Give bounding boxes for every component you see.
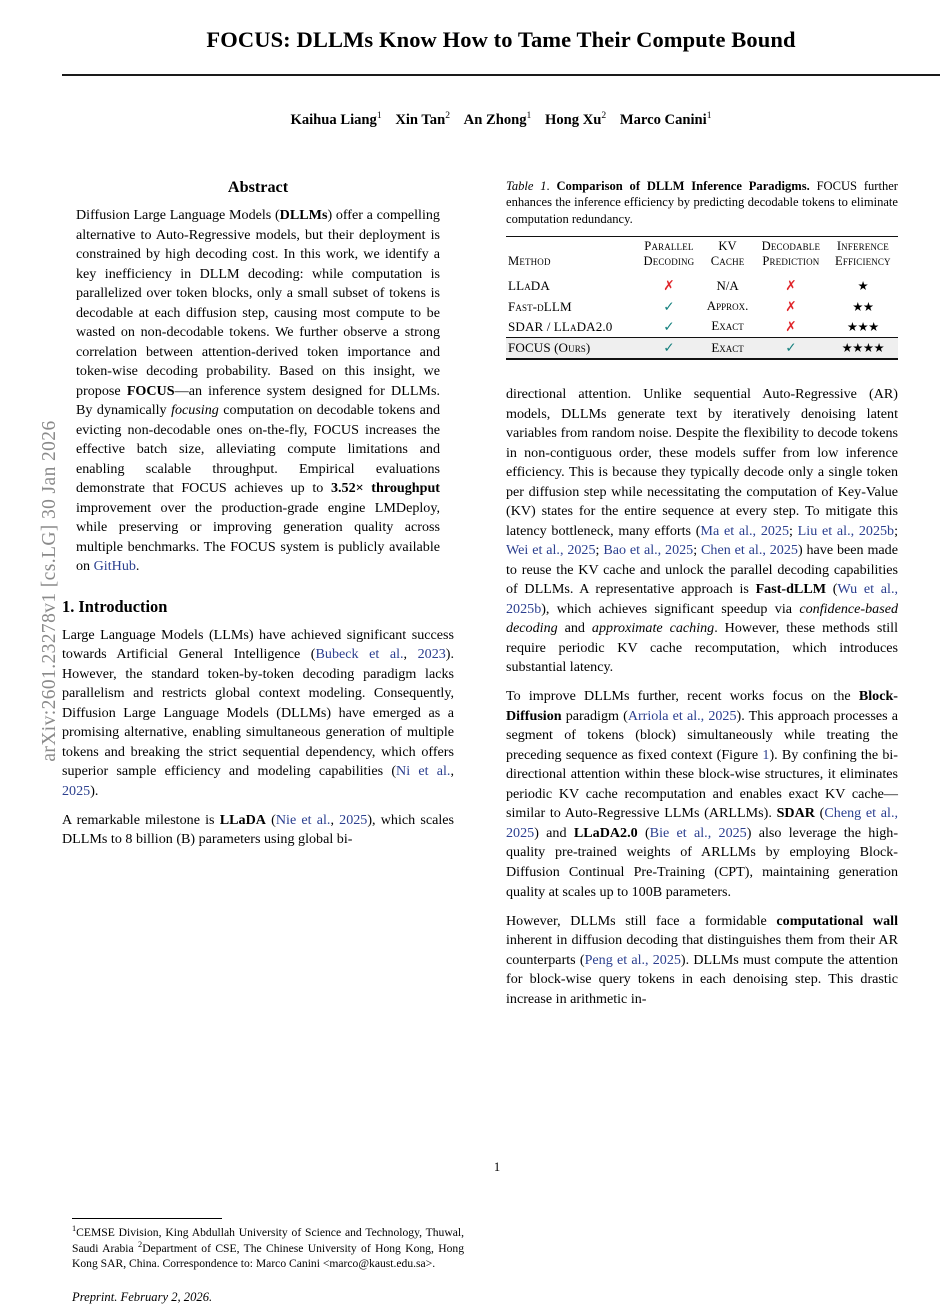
citation-cheng[interactable]: Cheng et al., 2025: [506, 805, 899, 841]
check-icon: ✓: [663, 298, 675, 315]
column-header-parallel-decoding: Parallel Decoding: [637, 236, 701, 271]
citation-bao[interactable]: Bao et al., 2025: [603, 542, 694, 559]
abstract-heading: Abstract: [227, 178, 289, 196]
citation-ni-year[interactable]: 2025: [62, 782, 91, 799]
table-caption: Table 1. Comparison of DLLM Inference Paradigms. FOCUS further enhances the inference efficiency by predicting decodable tokens to eliminate computation redundancy.: [506, 179, 898, 226]
author-name: Kaihua Liang: [290, 111, 377, 128]
footnote-marker: 1: [72, 1224, 77, 1233]
cross-icon: ✗: [785, 298, 797, 315]
title-divider: [62, 74, 940, 76]
author: [395, 112, 450, 128]
figure-reference-1[interactable]: 1: [762, 746, 770, 763]
citation-bie[interactable]: Bie et al., 2025: [649, 824, 747, 841]
author-name: Hong Xu: [545, 111, 602, 128]
table-row-highlighted: [506, 337, 898, 359]
paper-page: [52, 0, 942, 1305]
abstract-paragraph: Diffusion Large Language Models (DLLMs) offer a compelling alternative to Auto-Regressive models, but their deployment is constrained by high decoding cost. In this work, we identify a key inefficiency in DLLM decoding: while computation is parallelized over token blocks, only a small subset of tokens is decodable at each diffusion step, causing most compute to be wasted on non-decodable tokens. We further observe a strong correlation between attention-derived token importance and token-wise decoding probability. Based on this insight, we propose FOCUS—an inference system designed for DLLMs. By dynamically focusing computation on decodable tokens and evicting non-decodable ones on-the-fly, FOCUS increases the effective batch size, alleviating compute limitations and enabling scalable throughput. Empirical evaluations demonstrate that FOCUS achieves up to 3.52× throughput improvement over the production-grade engine LMDeploy, while preserving or improving generation quality across multiple benchmarks. The FOCUS system is publicly available on GitHub.: [76, 207, 440, 575]
paragraph-text: directional attention. Unlike sequential Auto-Regressive (AR) models, DLLMs generate text by iteratively denoising latent variables from random noise. Despite the flexibility to decode tokens in non-contiguous order, these models suffer from low inference efficiency. This is because they typically decode only a single token per diffusion step while necessitating the computation of Key-Value (KV) states for the entire sequence at every step. To mitigate this latency bottleneck, many efforts (: [506, 386, 898, 539]
check-icon: ✓: [663, 340, 675, 357]
right-paragraph-continuation: directional attention. Unlike sequential Auto-Regressive (AR) models, DLLMs generate text by iteratively denoising latent variables from random noise. Despite the flexibility to decode tokens in non-contiguous order, these models suffer from low inference efficiency. This is because they typically decode only a single token per diffusion step while necessitating the computation of Key-Value (KV) states for the entire sequence at every step. To mitigate this latency bottleneck, many efforts (Ma et al., 2025; Liu et al., 2025b; Wei et al., 2025; Bao et al., 2025; Chen et al., 2025) have been made to reuse the KV cache and unlock the parallel decoding capabilities of DLLMs. A representative approach is Fast-dLLM (Wu et al., 2025b), which achieves significant speedup via confidence-based decoding and approximate caching. However, these methods still require periodic KV cache recomputation, which introduces substantial latency.: [506, 386, 899, 676]
term-sdar: SDAR: [776, 805, 815, 822]
star-rating: ★★★★: [841, 340, 885, 356]
author-affiliation-marker: 2: [601, 110, 607, 122]
abstract-body: [62, 206, 454, 577]
citation-bubeck-year[interactable]: 2023: [417, 646, 446, 663]
title-block: [62, 14, 940, 129]
author: [545, 112, 606, 128]
intro-paragraph-2: A remarkable milestone is LLaDA (Nie et al., 2025), which scales DLLMs to 8 billion (B) parameters using global bi-: [62, 811, 455, 848]
arxiv-stamp-text: arXiv:2601.23278v1 [cs.LG] 30 Jan 2026: [39, 420, 60, 762]
citation-ni[interactable]: Ni et al.: [396, 763, 451, 780]
paragraph-text: ) have been made to reuse the KV cache and unlock the parallel decoding capabilities of DLLMs. A representative approach is: [506, 542, 898, 598]
intro-paragraph-3: To improve DLLMs further, recent works focus on the Block-Diffusion paradigm (Arriola et al., 2025). This approach processes a segment of tokens (block) simultaneously while treating the preceding sequence as fixed context (Figure 1). By confining the bi-directional attention within these block-wise structures, it eliminates periodic KV cache recomputation and enables exact KV cache—similar to Auto-Regressive LLMs (ARLLMs). SDAR (Cheng et al., 2025) and LLaDA2.0 (Bie et al., 2025) also leverage the high-quality pre-trained weights of ARLLMs by employing Block-Diffusion Continual Pre-Training (CPT), maintaining generation quality at scales up to 100B parameters.: [506, 688, 899, 900]
citation-bubeck[interactable]: Bubeck et al.: [315, 646, 404, 663]
star-rating: ★★★: [846, 318, 879, 334]
cell-inference-efficiency: [828, 337, 898, 359]
cell-parallel-decoding: [637, 317, 701, 338]
cell-method: LLaDA: [508, 278, 550, 294]
intro-paragraph-4: However, DLLMs still face a formidable computational wall inherent in diffusion decoding that distinguishes them from their AR counterparts (Peng et al., 2025). DLLMs must compute the attention for block-wise query tokens in each denoising step. This drastic increase in arithmetic in-: [506, 912, 899, 1007]
page-number: 1: [493, 1160, 501, 1174]
author-affiliation-marker: 1: [526, 110, 532, 122]
footnote-text: $^1$CEMSE Division, King Abdullah University of Science and Technology, Thuwal, Saudi Arabia $^2$Department of CSE, The Chinese University of Hong Kong, Hong Kong SAR, China. Correspondence to: Marco Canini <marco@kaust.edu.sa>.: [72, 1224, 464, 1271]
cell-decodable-prediction: [754, 297, 828, 317]
author-affiliation-marker: 2: [445, 110, 451, 122]
citation-wei[interactable]: Wei et al., 2025: [506, 542, 596, 559]
table-body: [506, 271, 898, 359]
table-row: [506, 297, 898, 317]
cross-icon: ✗: [785, 318, 797, 335]
table-dllm-inference-paradigms: [506, 236, 898, 360]
author-list: [62, 110, 940, 129]
cell-parallel-decoding: [637, 337, 701, 359]
citation-liu[interactable]: Liu et al., 2025b: [797, 522, 895, 539]
star-rating: ★: [857, 278, 869, 294]
term-focus: FOCUS: [126, 382, 175, 399]
cross-icon: ✗: [663, 278, 675, 295]
footnote-divider: [72, 1218, 222, 1219]
author: [620, 112, 712, 128]
term-dllms: DLLMs: [279, 207, 328, 223]
citation-peng[interactable]: Peng et al., 2025: [584, 951, 681, 968]
citation-nie[interactable]: Nie et al.: [275, 811, 331, 828]
cell-method: SDAR / LLaDA2.0: [506, 317, 637, 338]
citation-nie-year[interactable]: 2025: [339, 811, 368, 828]
cell-decodable-prediction: [754, 337, 828, 359]
table-row: [506, 276, 898, 296]
table-header-row: [506, 236, 898, 271]
cell-decodable-prediction: [754, 317, 828, 338]
cell-inference-efficiency: [828, 276, 898, 296]
author-affiliation-marker: 1: [706, 110, 712, 122]
section-heading-introduction: 1. Introduction: [62, 596, 168, 616]
term-computational-wall: computational wall: [776, 912, 898, 929]
speedup-claim: 3.52× throughput: [330, 480, 440, 497]
footnote-marker: 2: [138, 1240, 143, 1250]
two-column-body: [62, 178, 940, 1305]
github-link[interactable]: GitHub: [93, 558, 136, 575]
cell-decodable-prediction: [754, 276, 828, 296]
cell-kv-cache: Exact: [701, 337, 754, 359]
column-header-decodable-prediction: Decodable Prediction: [754, 236, 828, 271]
check-icon: ✓: [663, 318, 675, 335]
term-llada: LLaDA: [219, 811, 266, 828]
citation-chen[interactable]: Chen et al., 2025: [701, 542, 798, 559]
citation-ma[interactable]: Ma et al., 2025: [700, 522, 790, 539]
check-icon: ✓: [785, 340, 797, 357]
cell-kv-cache: N/A: [716, 278, 739, 293]
author: [464, 112, 532, 128]
term-fast-dllm: Fast-dLLM: [755, 581, 827, 598]
cell-kv-cache: Exact: [701, 317, 754, 338]
term-llada2: LLaDA2.0: [573, 824, 638, 841]
intro-paragraph-1: Large Language Models (LLMs) have achieved significant success towards Artificial General Intelligence (Bubeck et al., 2023). However, the standard token-by-token decoding paradigm lacks parallelism and restricts global context modeling. Consequently, Diffusion Large Language Models (DLLMs) have emerged as a promising alternative, enabling simultaneous generation of multiple tokens and breaking the strict sequential dependency, which offers superior sample efficiency and modeling capabilities (Ni et al., 2025).: [62, 626, 455, 799]
cell-method: Fast-dLLM: [508, 298, 572, 314]
author-affiliation-marker: 1: [376, 110, 382, 122]
cell-kv-cache: Approx.: [706, 299, 749, 314]
star-rating: ★★: [852, 298, 874, 314]
cell-inference-efficiency: [828, 317, 898, 338]
column-header-kv-cache: KV Cache: [701, 236, 754, 271]
cell-inference-efficiency: [828, 297, 898, 317]
column-header-method: Method: [506, 236, 637, 271]
author-name: Xin Tan: [395, 111, 446, 128]
right-column: [506, 178, 898, 1019]
citation-wu[interactable]: Wu et al., 2025b: [506, 581, 898, 617]
arxiv-stamp: [0, 0, 60, 1200]
footnote-block: [72, 1218, 464, 1305]
term-block-diffusion: Block-Diffusion: [506, 688, 898, 724]
paragraph-text: ), which achieves significant speedup via: [541, 600, 800, 617]
preprint-note: Preprint. February 2, 2026.: [72, 1290, 213, 1305]
table-row: [506, 317, 898, 338]
cell-parallel-decoding: [637, 297, 701, 317]
cell-parallel-decoding: [637, 276, 701, 296]
cross-icon: ✗: [785, 278, 797, 295]
table-label: Table 1: [506, 179, 547, 193]
paragraph-text: . However, these methods still require periodic KV cache recomputation, which introduces substantial latency.: [506, 620, 898, 676]
author-name: Marco Canini: [619, 111, 707, 128]
page-title: FOCUS: DLLMs Know How to Tame Their Compute Bound: [206, 27, 796, 52]
citation-arriola[interactable]: Arriola et al., 2025: [627, 707, 737, 724]
left-column: [62, 178, 464, 1305]
column-header-inference-efficiency: Inference Efficiency: [828, 236, 898, 271]
author: [290, 112, 381, 128]
author-name: An Zhong: [463, 111, 527, 128]
cell-method: FOCUS (Ours): [506, 337, 637, 359]
